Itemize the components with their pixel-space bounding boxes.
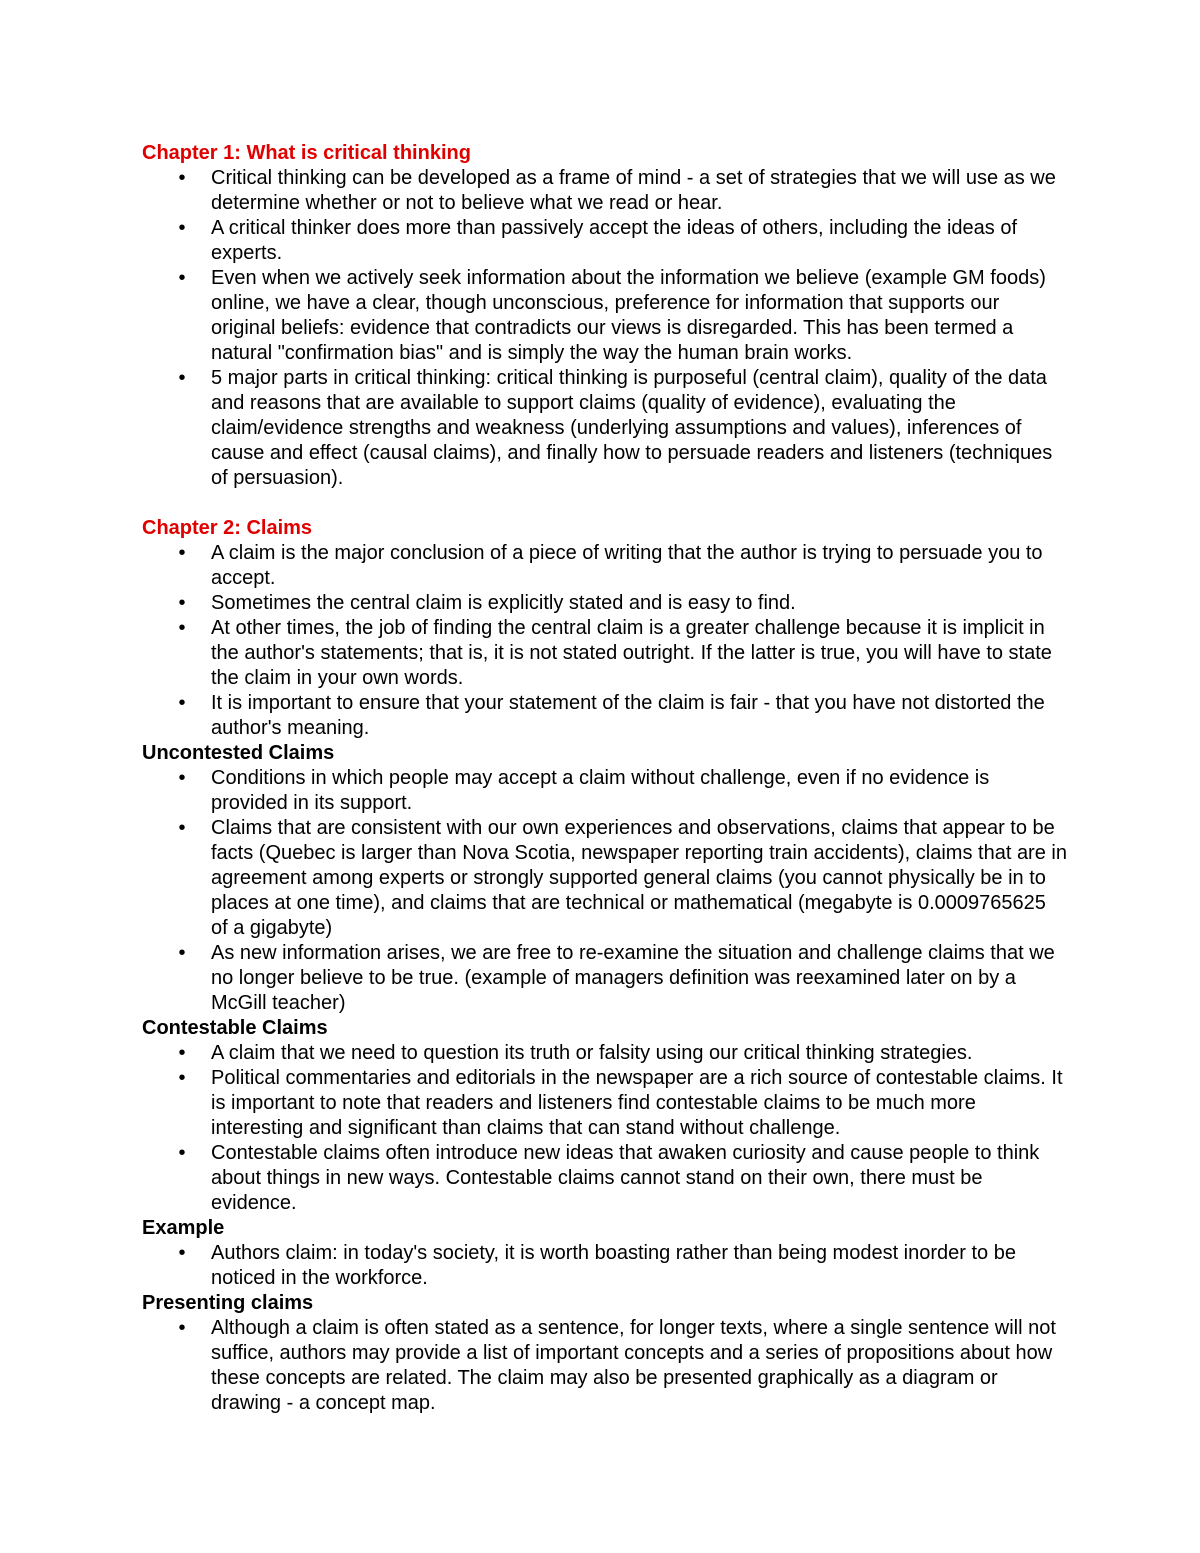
- list-item-text: It is important to ensure that your statement of the claim is fair - that you have not distorted the author's meaning.: [211, 692, 1045, 739]
- list-item: [142, 366, 1067, 491]
- bullet-icon: •: [178, 167, 186, 189]
- chapter-2-heading: Chapter 2: Claims: [142, 517, 313, 539]
- list-item: [142, 166, 1067, 216]
- bullet-icon: •: [178, 617, 186, 639]
- bullet-icon: •: [178, 1142, 186, 1164]
- bullet-icon: •: [178, 1067, 186, 1089]
- bullet-icon: •: [178, 542, 186, 564]
- bullet-icon: •: [178, 1242, 186, 1264]
- chapter-1-list: [142, 166, 1067, 491]
- bullet-icon: •: [178, 592, 186, 614]
- list-item-text: Even when we actively seek information about the information we believe (example GM foods) online, we have a clear, though unconscious, preference for information that supports our original beliefs: evidence that contradicts our views is disregarded. This has been termed a natural "confirmation bias" and is simply the way the human brain works.: [211, 267, 1046, 364]
- list-item: [142, 266, 1067, 366]
- list-item: [142, 541, 1067, 591]
- presenting-claims-list: [142, 1316, 1067, 1416]
- example-heading: Example: [142, 1217, 225, 1239]
- list-item-text: Conditions in which people may accept a claim without challenge, even if no evidence is provided in its support.: [211, 767, 990, 814]
- list-item-text: A claim that we need to question its truth or falsity using our critical thinking strategies.: [211, 1042, 973, 1064]
- uncontested-claims-list: [142, 766, 1067, 1016]
- list-item: [142, 941, 1067, 1016]
- list-item: [142, 616, 1067, 691]
- list-item-text: Authors claim: in today's society, it is worth boasting rather than being modest inorder to be noticed in the workforce.: [211, 1242, 1016, 1289]
- list-item: [142, 766, 1067, 816]
- bullet-icon: •: [178, 267, 186, 289]
- bullet-icon: •: [178, 817, 186, 839]
- list-item-text: Although a claim is often stated as a sentence, for longer texts, where a single sentence will not suffice, authors may provide a list of important concepts and a series of propositions about how these concepts are related. The claim may also be presented graphically as a diagram or drawing - a concept map.: [211, 1317, 1056, 1414]
- section-spacer: [142, 491, 1067, 516]
- list-item-text: Sometimes the central claim is explicitly stated and is easy to find.: [211, 592, 796, 614]
- list-item: [142, 1066, 1067, 1141]
- uncontested-claims-heading: Uncontested Claims: [142, 742, 335, 764]
- bullet-icon: •: [178, 942, 186, 964]
- list-item: [142, 1141, 1067, 1216]
- chapter-1-heading: Chapter 1: What is critical thinking: [142, 142, 471, 164]
- list-item-text: As new information arises, we are free to re-examine the situation and challenge claims that we no longer believe to be true. (example of managers definition was reexamined later on by a McGill teacher): [211, 942, 1055, 1014]
- bullet-icon: •: [178, 1042, 186, 1064]
- bullet-icon: •: [178, 217, 186, 239]
- list-item: [142, 1241, 1067, 1291]
- bullet-icon: •: [178, 767, 186, 789]
- chapter-2-list: [142, 541, 1067, 741]
- bullet-icon: •: [178, 367, 186, 389]
- bullet-icon: •: [178, 1317, 186, 1339]
- list-item-text: 5 major parts in critical thinking: critical thinking is purposeful (central claim), quality of the data and reasons that are available to support claims (quality of evidence), evaluating the claim/evidence strengths and weakness (underlying assumptions and values), inferences of cause and effect (causal claims), and finally how to persuade readers and listeners (techniques of persuasion).: [211, 367, 1053, 489]
- example-list: [142, 1241, 1067, 1291]
- list-item-text: Claims that are consistent with our own experiences and observations, claims that appear to be facts (Quebec is larger than Nova Scotia, newspaper reporting train accidents), claims that are in agreement among experts or strongly supported general claims (you cannot physically be in to places at one time), and claims that are technical or mathematical (megabyte is 0.0009765625 of a gigabyte): [211, 817, 1067, 939]
- list-item-text: Political commentaries and editorials in the newspaper are a rich source of contestable claims. It is important to note that readers and listeners find contestable claims to be much more interesting and significant than claims that can stand without challenge.: [211, 1067, 1063, 1139]
- list-item-text: A critical thinker does more than passively accept the ideas of others, including the ideas of experts.: [211, 217, 1018, 264]
- list-item-text: At other times, the job of finding the central claim is a greater challenge because it is implicit in the author's statements; that is, it is not stated outright. If the latter is true, you will have to state the claim in your own words.: [211, 617, 1052, 689]
- document-page: [142, 141, 1067, 1416]
- list-item-text: A claim is the major conclusion of a piece of writing that the author is trying to persuade you to accept.: [211, 542, 1043, 589]
- contestable-claims-heading: Contestable Claims: [142, 1017, 328, 1039]
- list-item: [142, 816, 1067, 941]
- list-item: [142, 216, 1067, 266]
- list-item: [142, 591, 1067, 616]
- list-item-text: Critical thinking can be developed as a frame of mind - a set of strategies that we will use as we determine whether or not to believe what we read or hear.: [211, 167, 1056, 214]
- list-item: [142, 1316, 1067, 1416]
- list-item: [142, 1041, 1067, 1066]
- list-item-text: Contestable claims often introduce new ideas that awaken curiosity and cause people to think about things in new ways. Contestable claims cannot stand on their own, there must be evidence.: [211, 1142, 1040, 1214]
- list-item: [142, 691, 1067, 741]
- bullet-icon: •: [178, 692, 186, 714]
- contestable-claims-list: [142, 1041, 1067, 1216]
- presenting-claims-heading: Presenting claims: [142, 1292, 314, 1314]
